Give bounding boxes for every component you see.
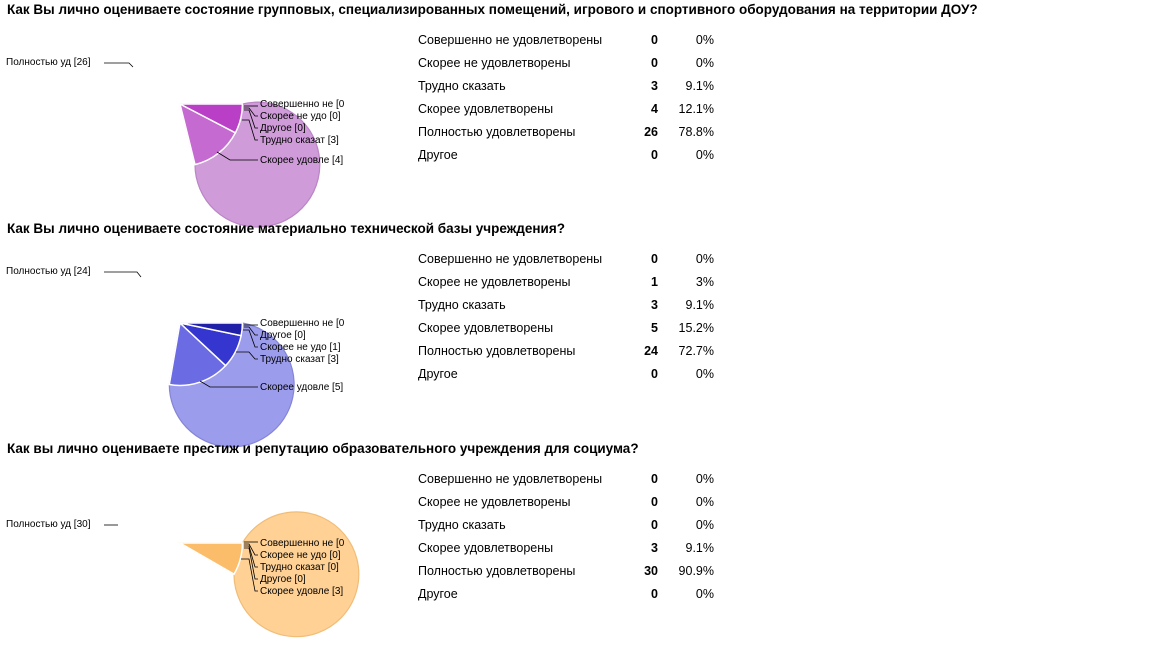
question-section-1 [0,2,1149,217]
small-slice-label-3: Скорее не удо [1] [260,342,341,353]
small-slice-label-3: Другое [0] [260,123,306,134]
small-slice-label-3: Трудно сказат [0] [260,562,339,573]
big-slice-leader [104,63,133,67]
table-row: Скорее удовлетворены 4 12.1% [418,101,714,116]
question-title: Как Вы лично оцениваете состояние групповых, специализированных помещений, игрового и спортивного оборудования на территории ДОУ? [7,2,978,17]
table-row: Совершенно не удовлетворены 0 0% [418,471,714,486]
small-slice-label-2: Скорее не удо [0] [260,111,341,122]
small-slice-label-2: Скорее не удо [0] [260,550,341,561]
table-row: Трудно сказать 3 9.1% [418,78,714,93]
small-slice-label-5: Скорее удовле [4] [260,155,344,166]
table-row: Трудно сказать 0 0% [418,517,714,532]
small-slice-label-2: Другое [0] [260,330,306,341]
stats-table [414,247,714,385]
pie-chart [0,441,420,656]
pie-slice-medium [180,543,242,574]
question-section-2 [0,221,1149,436]
big-slice-label: Полностью уд [30] [6,519,91,530]
question-title: Как Вы лично оцениваете состояние материально технической базы учреждения? [7,221,565,236]
table-row: Другое 0 0% [418,366,714,381]
small-slice-label-1: Совершенно не [0 [260,99,345,110]
stats-table [414,28,714,166]
big-slice-label: Полностью уд [24] [6,266,91,277]
table-row: Совершенно не удовлетворены 0 0% [418,251,714,266]
small-slice-label-4: Трудно сказат [3] [260,135,339,146]
pie-chart [0,2,420,217]
small-slice-label-5: Скорее удовле [5] [260,382,344,393]
table-row: Скорее не удовлетворены 0 0% [418,494,714,509]
table-row: Другое 0 0% [418,147,714,162]
table-row: Полностью удовлетворены 30 90.9% [418,563,714,578]
question-title: Как вы лично оцениваете престиж и репутацию образовательного учреждения для социума? [7,441,639,456]
question-section-3 [0,441,1149,656]
stats-table [414,467,714,605]
table-row: Скорее удовлетворены 5 15.2% [418,320,714,335]
small-slice-label-5: Скорее удовле [3] [260,586,344,597]
pie-chart [0,221,420,436]
table-row: Трудно сказать 3 9.1% [418,297,714,312]
table-row: Совершенно не удовлетворены 0 0% [418,32,714,47]
big-slice-leader [104,272,141,277]
table-row: Скорее не удовлетворены 1 3% [418,274,714,289]
small-slice-label-4: Другое [0] [260,574,306,585]
table-row: Скорее удовлетворены 3 9.1% [418,540,714,555]
table-row: Другое 0 0% [418,586,714,601]
small-slice-label-4: Трудно сказат [3] [260,354,339,365]
table-row: Полностью удовлетворены 26 78.8% [418,124,714,139]
small-slice-label-1: Совершенно не [0 [260,538,345,549]
small-slice-label-1: Совершенно не [0 [260,318,345,329]
table-row: Скорее не удовлетворены 0 0% [418,55,714,70]
table-row: Полностью удовлетворены 24 72.7% [418,343,714,358]
big-slice-label: Полностью уд [26] [6,57,91,68]
